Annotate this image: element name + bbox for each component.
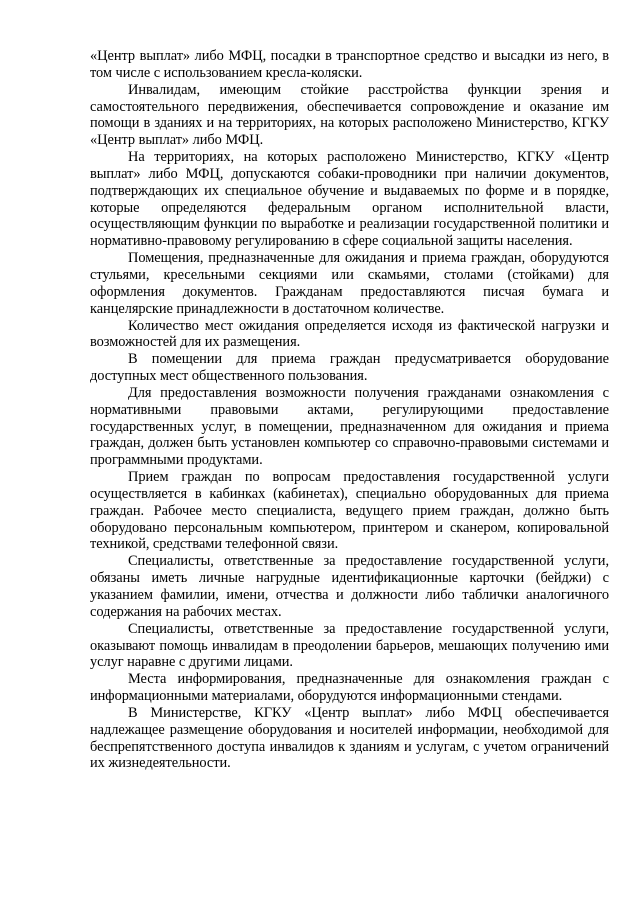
paragraph-reception-cabins: Прием граждан по вопросам предоставления государственной услуги осуществляется в кабинках (кабинетах), специально оборудованных для приема граждан. Рабочее место специалиста, ведущего прием граждан, должно быть оборудовано персональным компьютером, принтером и сканером, копировальной техникой, средствами телефонной связи. [90, 469, 609, 553]
paragraph-disability-help: Специалисты, ответственные за предоставление государственной услуги, оказывают помощь инвалидам в преодолении барьеров, мешающих получению ими услуг наравне с другими лицами. [90, 620, 609, 671]
paragraph-badges: Специалисты, ответственные за предоставление государственной услуги, обязаны иметь личные нагрудные идентификационные карточки (бейджи) с указанием фамилии, имени, отчества и должности либо таблички аналогичного содержания на рабочих местах. [90, 553, 609, 620]
paragraph-continuation: «Центр выплат» либо МФЦ, посадки в транспортное средство и высадки из него, в том числе с использованием кресла-коляски. [90, 48, 609, 81]
paragraph-legal-computer: Для предоставления возможности получения гражданами ознакомления с нормативными правовыми актами, регулирующими предоставление государственных услуг, в помещении, предназначенном для ожидания и приема граждан, должен быть установлен компьютер со справочно-правовыми системами и программными продуктами. [90, 384, 609, 469]
paragraph-guide-dogs: На территориях, на которых расположено Министерство, КГКУ «Центр выплат» либо МФЦ, допускаются собаки-проводники при наличии документов, подтверждающих их специальное обучение и выдаваемых по форме и в порядке, которые определяются федеральным органом исполнительной власти, осуществляющим функции по выработке и реализации государственной политики и нормативно-правовому регулированию в сфере социальной защиты населения. [90, 149, 609, 250]
paragraph-waiting-premises: Помещения, предназначенные для ожидания и приема граждан, оборудуются стульями, кресельными секциями или скамьями, столами (стойками) для оформления документов. Гражданам предоставляются писчая бумага и канцелярские принадлежности в достаточном количестве. [90, 250, 609, 317]
paragraph-accessibility: В Министерстве, КГКУ «Центр выплат» либо МФЦ обеспечивается надлежащее размещение оборудования и носителей информации, необходимой для беспрепятственного доступа инвалидов к зданиям и услугам, с учетом ограничений их жизнедеятельности. [90, 704, 609, 772]
document-page [90, 48, 609, 772]
paragraph-waiting-seats: Количество мест ожидания определяется исходя из фактической нагрузки и возможностей для их размещения. [90, 317, 609, 351]
paragraph-public-facilities: В помещении для приема граждан предусматривается оборудование доступных мест общественного пользования. [90, 351, 609, 385]
paragraph-accompaniment: Инвалидам, имеющим стойкие расстройства функции зрения и самостоятельного передвижения, обеспечивается сопровождение и оказание им помощи в зданиях и на территориях, на которых расположено Министерство, КГКУ «Центр выплат» либо МФЦ. [90, 81, 609, 149]
paragraph-info-stands: Места информирования, предназначенные для ознакомления граждан с информационными материалами, оборудуются информационными стендами. [90, 671, 609, 705]
